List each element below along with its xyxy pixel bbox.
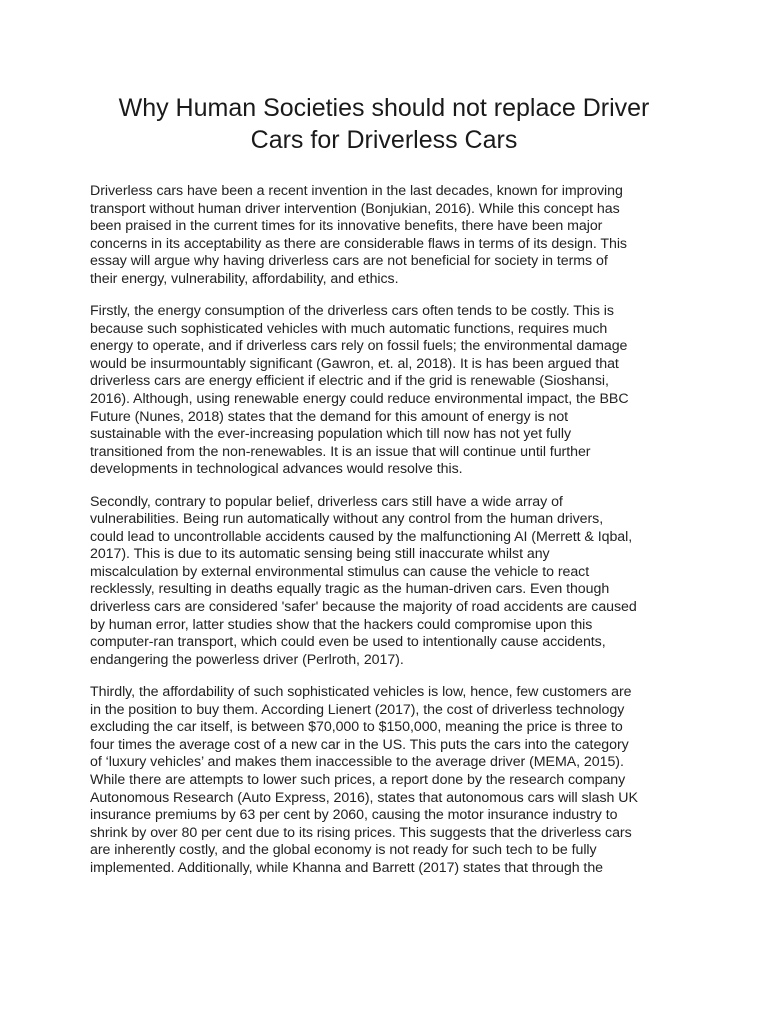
text-line: could lead to uncontrollable accidents caused by the malfunctioning AI (Merrett & Iqbal, — [90, 528, 633, 545]
text-line: Thirdly, the affordability of such sophisticated vehicles is low, hence, few customers are — [90, 683, 632, 700]
paragraph-introduction — [90, 183, 690, 289]
text-line: driverless cars are considered 'safer' because the majority of road accidents are caused — [90, 599, 637, 616]
text-line: recklessly, resulting in deaths equally tragic as the human-driven cars. Even though — [90, 581, 610, 598]
text-line: shrink by over 80 per cent due to its rising prices. This suggests that the driverless cars — [90, 824, 632, 841]
text-line: developments in technological advances would resolve this. — [90, 461, 463, 478]
text-line: Firstly, the energy consumption of the driverless cars often tends to be costly. This is — [90, 303, 614, 320]
paragraph-vulnerability — [90, 494, 690, 670]
paragraph-affordability — [90, 684, 690, 878]
text-line: their energy, vulnerability, affordability, and ethics. — [90, 270, 399, 287]
text-line: excluding the car itself, is between $70,000 to $150,000, meaning the price is three to — [90, 719, 623, 736]
text-line: 2017). This is due to its automatic sensing being still inaccurate whilst any — [90, 546, 550, 563]
text-line: Driverless cars have been a recent invention in the last decades, known for improving — [90, 183, 623, 199]
document-body — [90, 183, 690, 892]
text-line: because such sophisticated vehicles with much automatic functions, requires much — [90, 320, 608, 337]
text-line: been praised in the current times for its innovative benefits, there have been major — [90, 218, 603, 235]
text-line: of ‘luxury vehicles’ and makes them inaccessible to the average driver (MEMA, 2015). — [90, 754, 624, 771]
text-line: miscalculation by external environmental stimulus can cause the vehicle to react — [90, 563, 590, 580]
text-line: by human error, latter studies show that the hackers could compromise upon this — [90, 616, 593, 633]
title-line: Why Human Societies should not replace Driver — [118, 94, 650, 122]
text-line: energy to operate, and if driverless cars rely on fossil fuels; the environmental damage — [90, 338, 628, 355]
title-line: Cars for Driverless Cars — [250, 126, 518, 154]
text-line: in the position to buy them. According Lienert (2017), the cost of driverless technology — [90, 701, 625, 718]
text-line: essay will argue why having driverless cars are not beneficial for society in terms of — [90, 253, 608, 270]
text-line: four times the average cost of a new car in the US. This puts the cars into the category — [90, 736, 629, 753]
text-line: 2016). Although, using renewable energy could reduce environmental impact, the BBC — [90, 391, 629, 408]
text-line: driverless cars are energy efficient if electric and if the grid is renewable (Sioshansi, — [90, 373, 609, 390]
text-line: Future (Nunes, 2018) states that the demand for this amount of energy is not — [90, 408, 569, 425]
text-line: transport without human driver intervention (Bonjukian, 2016). While this concept has — [90, 200, 620, 217]
text-line: While there are attempts to lower such prices, a report done by the research company — [90, 771, 626, 788]
text-line: transitioned from the non-renewables. It is an issue that will continue until further — [90, 443, 591, 460]
document-title — [80, 92, 688, 156]
text-line: insurance premiums by 63 per cent by 2060, causing the motor insurance industry to — [90, 807, 618, 824]
text-line: Autonomous Research (Auto Express, 2016), states that autonomous cars will slash UK — [90, 789, 638, 806]
text-line: computer-ran transport, which could even be used to intentionally cause accidents, — [90, 634, 606, 651]
text-line: would be insurmountably significant (Gawron, et. al, 2018). It is has been argued that — [90, 355, 619, 372]
text-line: Secondly, contrary to popular belief, driverless cars still have a wide array of — [90, 493, 563, 510]
text-line: endangering the powerless driver (Perlroth, 2017). — [90, 651, 404, 668]
text-line: sustainable with the ever-increasing population which till now has not yet fully — [90, 426, 572, 443]
text-line: are inherently costly, and the global economy is not ready for such tech to be fully — [90, 842, 597, 859]
text-line: implemented. Additionally, while Khanna and Barrett (2017) states that through the — [90, 859, 604, 876]
text-line: vulnerabilities. Being run automatically without any control from the human drivers, — [90, 511, 604, 528]
paragraph-energy — [90, 303, 690, 479]
text-line: concerns in its acceptability as there are considerable flaws in terms of its design. This — [90, 235, 627, 252]
